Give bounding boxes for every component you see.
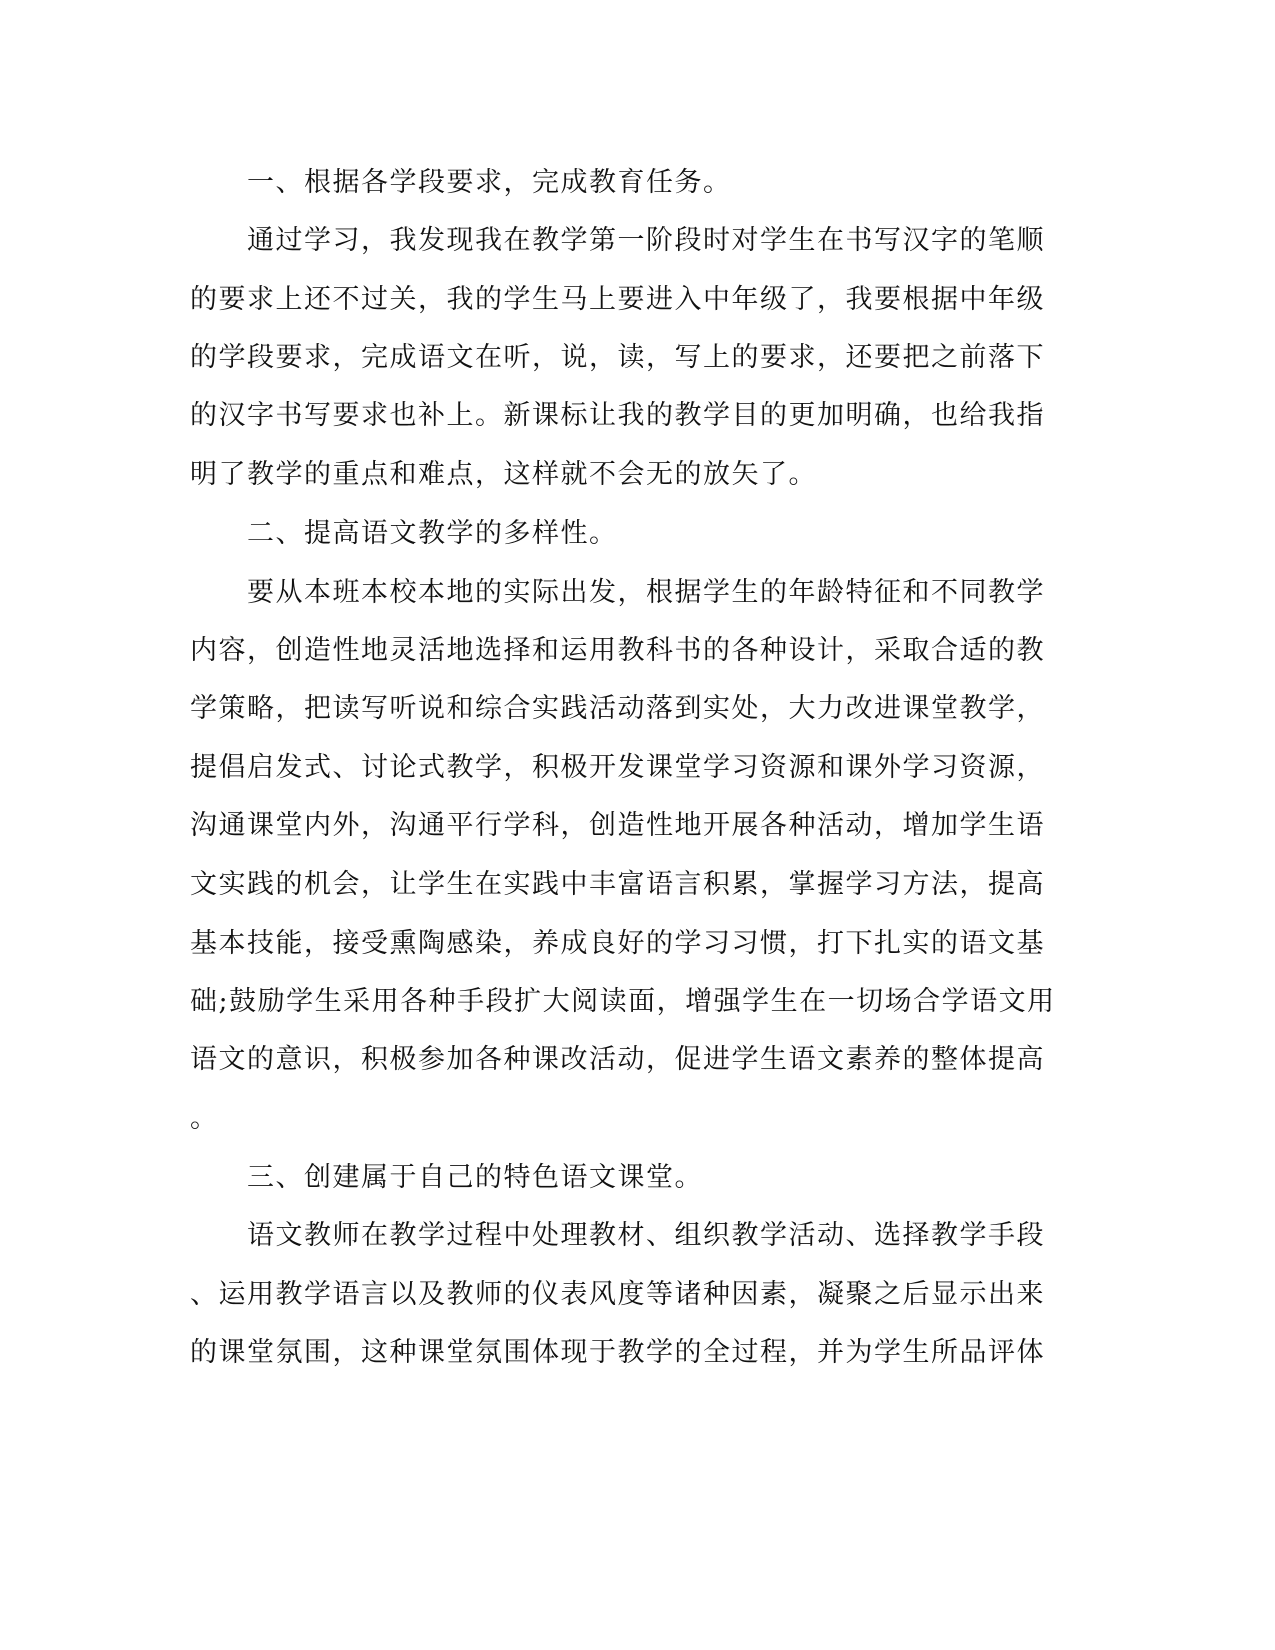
- paragraph-line: 明了教学的重点和难点，这样就不会无的放矢了。: [190, 459, 817, 490]
- paragraph-line: 文实践的机会，让学生在实践中丰富语言积累，掌握学习方法，提高: [190, 869, 1045, 900]
- paragraph-line: 语文教师在教学过程中处理教材、组织教学活动、选择教学手段: [190, 1220, 1045, 1251]
- paragraph-line: 基本技能，接受熏陶感染，养成良好的学习习惯，打下扎实的语文基: [190, 928, 1045, 959]
- paragraph-line: 的课堂氛围，这种课堂氛围体现于教学的全过程，并为学生所品评体: [190, 1337, 1045, 1368]
- paragraph-line: 的学段要求，完成语文在听，说，读，写上的要求，还要把之前落下: [190, 342, 1045, 373]
- paragraph-line: 通过学习，我发现我在教学第一阶段时对学生在书写汉字的笔顺: [190, 225, 1045, 256]
- heading-section-2: 二、提高语文教学的多样性。: [190, 518, 618, 549]
- paragraph-line: 学策略，把读写听说和综合实践活动落到实处，大力改进课堂教学，: [190, 693, 1045, 724]
- paragraph-line: 提倡启发式、讨论式教学，积极开发课堂学习资源和课外学习资源，: [190, 752, 1045, 783]
- paragraph-line: 础;鼓励学生采用各种手段扩大阅读面，增强学生在一切场合学语文用: [190, 986, 1056, 1017]
- paragraph-line: 。: [190, 1103, 219, 1134]
- paragraph-line: 要从本班本校本地的实际出发，根据学生的年龄特征和不同教学: [190, 577, 1045, 608]
- paragraph-line: 、运用教学语言以及教师的仪表风度等诸种因素，凝聚之后显示出来: [190, 1279, 1045, 1310]
- heading-section-1: 一、根据各学段要求，完成教育任务。: [190, 167, 732, 198]
- paragraph-line: 的要求上还不过关，我的学生马上要进入中年级了，我要根据中年级: [190, 284, 1045, 315]
- paragraph-line: 沟通课堂内外，沟通平行学科，创造性地开展各种活动，增加学生语: [190, 810, 1045, 841]
- paragraph-line: 语文的意识，积极参加各种课改活动，促进学生语文素养的整体提高: [190, 1044, 1045, 1075]
- heading-section-3: 三、创建属于自己的特色语文课堂。: [190, 1162, 703, 1193]
- paragraph-line: 内容，创造性地灵活地选择和运用教科书的各种设计，采取合适的教: [190, 635, 1045, 666]
- paragraph-line: 的汉字书写要求也补上。新课标让我的教学目的更加明确，也给我指: [190, 400, 1045, 431]
